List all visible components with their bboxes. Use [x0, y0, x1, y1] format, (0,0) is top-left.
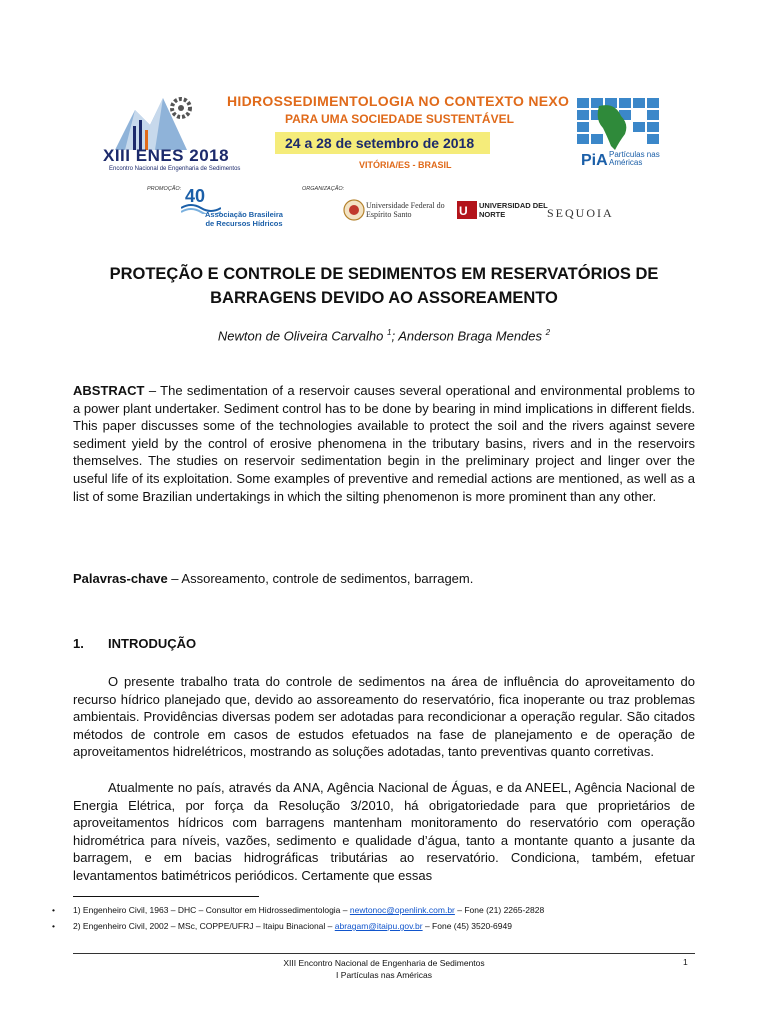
event-title: HIDROSSEDIMENTOLOGIA NO CONTEXTO NEXO	[227, 93, 570, 109]
footnote-2-phone: – Fone (45) 3520-6949	[422, 921, 512, 931]
footnote-1-email-link[interactable]: newtonoc@openlink.com.br	[349, 905, 455, 915]
author-1: Newton de Oliveira Carvalho	[217, 328, 387, 344]
organization-label: ORGANIZAÇÃO:	[302, 186, 345, 192]
footnote-1	[52, 905, 544, 915]
abstract-paragraph	[73, 382, 695, 505]
sequoia-name: SEQUOIA	[547, 206, 614, 220]
footer-line-1: XIII Encontro Nacional de Engenharia de Sedimentos	[283, 958, 485, 968]
keywords-paragraph	[73, 570, 695, 588]
section-title: INTRODUÇÃO	[108, 636, 197, 651]
svg-text:U: U	[459, 204, 468, 218]
footnote-2	[52, 921, 512, 931]
footnote-bullet: •	[52, 921, 55, 931]
footer-line-2: I Partículas nas Américas	[336, 970, 432, 980]
author-separator: ; Anderson Braga Mendes	[391, 328, 546, 344]
svg-text:40: 40	[185, 186, 206, 206]
intro-paragraph-2: Atualmente no país, através da ANA, Agência Nacional de Águas, e da ANEEL, Agência Nacional de Energia Elétrica, por força da Resolução 3/2010, há obrigatoriedade para que proprietários de aproveitamentos hídricos com barragens mantenham monitoramento do reservatório com operação hidrométrica para níveis, vazões, sedimento e qualidade d’água, tanto a montante quanto a jusante da barragem, e em bacias hidrográficas tributárias ao reservatório. Condiciona, também, efetuar levantamentos batimétricos periódicos. Certamente que essas	[73, 780, 695, 883]
conference-banner	[95, 84, 680, 236]
author-line	[73, 328, 695, 343]
event-subtitle: PARA UMA SOCIEDADE SUSTENTÁVEL	[285, 112, 514, 126]
promotion-label: PROMOÇÃO:	[147, 186, 182, 192]
section-number: 1.	[73, 636, 84, 651]
author-1-ref: 1	[387, 328, 392, 337]
footnote-1-phone: – Fone (21) 2265-2828	[454, 905, 545, 915]
footnote-divider	[73, 896, 259, 897]
ufes-seal-icon	[343, 199, 365, 221]
pia-subtitle: Partículas nas Américas	[609, 150, 660, 167]
un-name: UNIVERSIDAD DEL NORTE	[479, 201, 548, 219]
footnote-2-text: 2) Engenheiro Civil, 2002 – MSc, COPPE/UFRJ – Itaipu Binacional –	[73, 921, 335, 931]
footnote-2-email-link[interactable]: abragam@itaipu.gov.br	[334, 921, 423, 931]
un-logo-icon	[457, 201, 477, 219]
page-number: 1	[683, 957, 688, 967]
intro-paragraph-1: O presente trabalho trata do controle de sedimentos na área de influência do aproveitamento do recurso hídrico planejado que, devido ao assoreamento do reservatório, fica inoperante ou traz problemas ambientais. Providências diversas podem ser adotadas para recondicionar a operação regular. São citados métodos de controle em casos de estudos efetuados na fase de planejamento e de operação de aproveitamentos hidrelétricos, mostrando as soluções adotadas, tanto preventivas quanto corretivas.	[73, 674, 695, 760]
author-2-ref: 2	[545, 328, 551, 337]
enes-subtitle: Encontro Nacional de Engenharia de Sedimentos	[109, 166, 241, 172]
keywords-label: Palavras-chave	[73, 571, 168, 586]
footer-divider	[73, 953, 695, 954]
ufes-name: Universidade Federal do Espírito Santo	[366, 201, 445, 219]
pia-name: PiA	[581, 152, 608, 169]
enes-name: XIII ENES 2018	[103, 146, 230, 165]
footnote-bullet: •	[52, 905, 55, 915]
keywords-text: – Assoreamento, controle de sedimentos, barragem.	[167, 571, 474, 586]
paper-title: PROTEÇÃO E CONTROLE DE SEDIMENTOS EM RESERVATÓRIOS DE BARRAGENS DEVIDO AO ASSOREAMENTO	[109, 265, 659, 307]
footnote-1-text: 1) Engenheiro Civil, 1963 – DHC – Consultor em Hidrossedimentologia –	[73, 905, 350, 915]
section-heading	[73, 636, 196, 651]
event-location: VITÓRIA/ES - BRASIL	[359, 160, 452, 170]
abrh-name: Associação Brasileira de Recursos Hídricos	[205, 210, 283, 228]
abstract-label: ABSTRACT	[73, 383, 145, 398]
page-footer	[73, 957, 695, 981]
event-dates: 24 a 28 de setembro de 2018	[285, 135, 475, 151]
abstract-text: – The sedimentation of a reservoir causes several operational and environmental problems to a power plant undertaker. Sediment control has to be done by bearing in mind implications in different fields. This paper discusses some of the technologies available to protect the soil and the rivers against severe sediment yield by the control of erosive phenomena in the tributary basins, rivers and in the reservoirs themselves. The studies on reservoir sedimentation begin in the preliminary project and linger over the useful life of its exploitation. Some examples of preventive and remedial actions are mentioned, as well as a list of some Brazilian undertakings in which the silting phenomenon is more prominent than any other.	[73, 383, 695, 504]
